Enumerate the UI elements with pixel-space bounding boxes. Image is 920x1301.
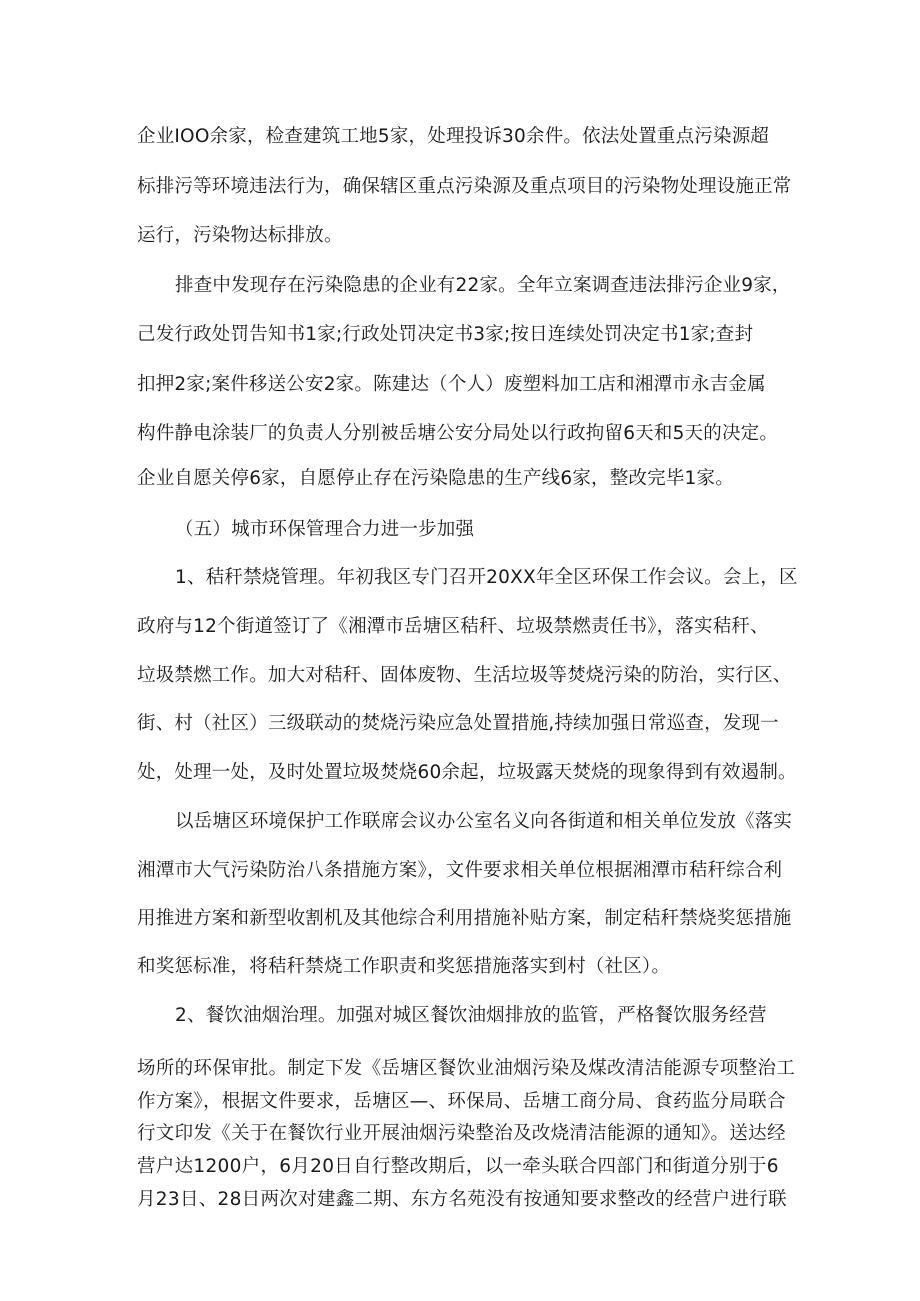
text-line: 扣押2家;案件移送公安2家。陈建达（个人）废塑料加工店和湘潭市永吉金属 xyxy=(137,374,766,395)
text-line: 以岳塘区环境保护工作联席会议办公室名义向各街道和相关单位发放《落实 xyxy=(175,811,793,832)
text-line: 营户达1200户，6月20日自行整改期后，以一牵头联合四部门和街道分别于6 xyxy=(137,1156,779,1177)
text-line: 作方案》，根据文件要求，岳塘区—、环保局、岳塘工商分局、食药监分局联合 xyxy=(137,1091,786,1112)
text-line: 用推进方案和新型收割机及其他综合利用措施补贴方案，制定秸秆禁烧奖惩措施 xyxy=(137,908,792,929)
text-line: 垃圾禁燃工作。加大对秸秆、固体废物、生活垃圾等焚烧污染的防治，实行区、 xyxy=(137,665,792,686)
text-line: 己发行政处罚告知书1家;行政处罚决定书3家;按日连续处罚决定书1家;查封 xyxy=(137,324,754,345)
text-line: 2、餐饮油烟治理。加强对城区餐饮油烟排放的监管，严格餐饮服务经营 xyxy=(175,1005,767,1026)
text-line: 场所的环保审批。制定下发《岳塘区餐饮业油烟污染及煤改清洁能源专项整治工 xyxy=(137,1058,796,1079)
text-line: 处，处理一处，及时处置垃圾焚烧60余起，垃圾露天焚烧的现象得到有效遏制。 xyxy=(137,762,797,783)
text-line: 企业自愿关停6家，自愿停止存在污染隐患的生产线6家，整改完毕1家。 xyxy=(137,468,734,489)
text-line: 行文印发《关于在餐饮行业开展油烟污染整治及改烧清洁能源的通知》。送达经 xyxy=(137,1123,786,1144)
text-line: 企业IOO余家，检查建筑工地5家，处理投诉30余件。依法处置重点污染源超 xyxy=(137,126,770,147)
text-line: 构件静电涂装厂的负责人分别被岳塘公安分局处以行政拘留6天和5天的决定。 xyxy=(137,423,779,444)
text-line: 和奖惩标准，将秸秆禁烧工作职责和奖惩措施落实到村（社区）。 xyxy=(137,956,671,977)
text-line: 运行，污染物达标排放。 xyxy=(137,225,343,246)
section-heading: （五）城市环保管理合力进一步加强 xyxy=(175,519,475,540)
text-line: 政府与12个街道签订了《湘潭市岳塘区秸秆、垃圾禁燃责任书》，落实秸秆、 xyxy=(137,616,769,637)
text-line: 湘潭市大气污染防治八条措施方案》，文件要求相关单位根据湘潭市秸秆综合利 xyxy=(137,860,783,881)
text-line: 标排污等环境违法行为，确保辖区重点污染源及重点项目的污染物处理设施正常 xyxy=(137,176,792,197)
text-line: 1、秸秆禁烧管理。年初我区专门召开20XX年全区环保工作会议。会上，区 xyxy=(175,567,798,588)
text-line: 月23日、28日两次对建鑫二期、东方名苑没有按通知要求整改的经营户进行联 xyxy=(137,1189,787,1210)
text-line: 街、村（社区）三级联动的焚烧污染应急处置措施,持续加强日常巡查，发现一 xyxy=(137,713,779,734)
text-line: 排查中发现存在污染隐患的企业有22家。全年立案调查违法排污企业9家， xyxy=(175,275,791,296)
